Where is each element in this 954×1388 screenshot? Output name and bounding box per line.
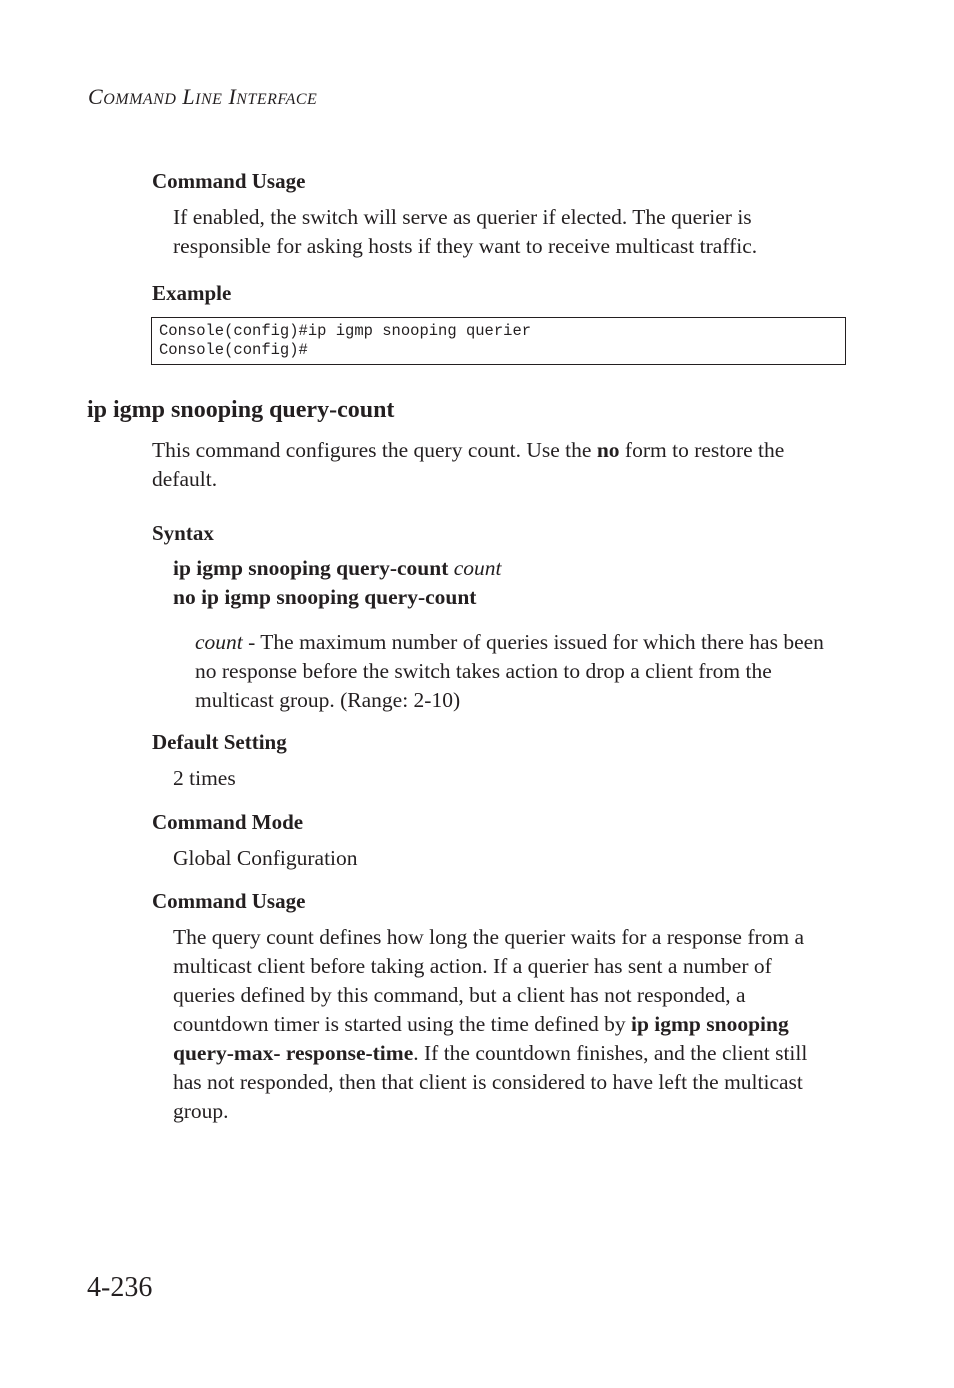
example-heading: Example — [152, 281, 232, 305]
syntax-parameter: count — [453, 556, 502, 580]
syntax-heading: Syntax — [152, 521, 214, 545]
usage-text: The query count defines how long the querier waits for a response from a multicast client before taking action. If a querier has sent a number of queries defined by this command, but a client has not responded, a countdown timer is started using the time defined by — [173, 925, 805, 1036]
parameter-description — [195, 628, 845, 715]
usage-keyword: ip igmp snooping query-max- response-time — [173, 1012, 789, 1065]
header-part: C — [88, 84, 104, 109]
command-description — [152, 436, 852, 494]
header-part: OMMAND — [103, 91, 177, 108]
code-line: Console(config)#ip igmp snooping querier — [159, 322, 532, 340]
syntax-line-2: no ip igmp snooping query-count — [173, 585, 477, 609]
usage-heading-2: Command Usage — [152, 889, 306, 913]
command-mode-value: Global Configuration — [173, 846, 358, 870]
code-line: Console(config)# — [159, 341, 308, 359]
usage-text-1: If enabled, the switch will serve as querier if elected. The querier is responsible for asking hosts if they want to receive multicast traffic. — [173, 205, 758, 258]
command-title: ip igmp snooping query-count — [87, 397, 395, 423]
syntax-line-1 — [173, 556, 502, 581]
command-mode-heading: Command Mode — [152, 810, 304, 834]
header-part: INE — [195, 91, 223, 108]
parameter-text: - The maximum number of queries issued for which there has been no response before the switch takes action to drop a client from the multicast group. (Range: 2-10) — [195, 630, 824, 712]
desc-text: This command configures the query count. Use the — [152, 438, 597, 462]
parameter-name: count — [195, 630, 243, 654]
running-header — [88, 84, 317, 110]
header-part: I — [228, 84, 237, 109]
desc-keyword: no — [596, 438, 620, 462]
header-part: L — [182, 84, 196, 109]
default-setting-value: 2 times — [173, 766, 236, 790]
usage-heading-1: Command Usage — [152, 169, 306, 193]
code-example-box — [151, 317, 846, 365]
desc-text: form to restore the default. — [152, 438, 785, 491]
usage-text: . If the countdown finishes, and the client still has not responded, then that client is considered to have left the multicast group. — [173, 1041, 808, 1123]
header-part: NTERFACE — [236, 91, 318, 108]
default-setting-heading: Default Setting — [152, 730, 287, 754]
syntax-command: ip igmp snooping query-count — [173, 556, 454, 580]
usage-text-2 — [173, 923, 833, 1126]
page-number: 4-236 — [87, 1272, 153, 1303]
